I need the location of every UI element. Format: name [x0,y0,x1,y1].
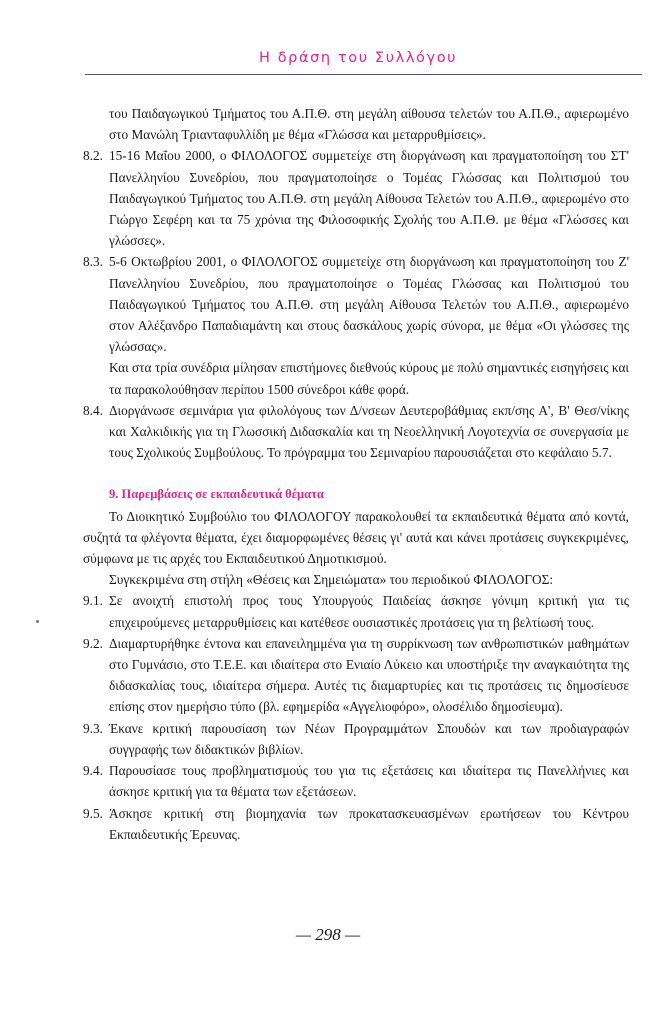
item-text: Διοργάνωσε σεμινάρια για φιλολόγους των Δ/νσεων Δευτεροβάθμιας εκπ/σης Α', Β' Θεσ/νίκης και Χαλκιδικής για τη Γλωσσική Διδασκαλία και τη Νεοελληνική Λογοτεχνία σε συνεργασία με τους Σχολικούς Συμβούλους. Το πρόγραμμα του Σεμιναρίου παρουσιάζεται στο κεφάλαιο 5.7. [109,402,629,461]
header-rule [85,74,642,75]
intro-continuation: του Παιδαγωγικού Τμήματος του Α.Π.Θ. στη μεγάλη αίθουσα τελετών του Α.Π.Θ., αφιερωμένο στο Μανώλη Τριανταφυλλίδη με θέμα «Γλώσσα και μεταρρυθμίσεις». [109,106,629,143]
item-number: 8.2. [83,148,103,164]
margin-dot [36,620,39,623]
page-body [83,103,629,845]
item-text: Έκανε κριτική παρουσίαση των Νέων Προγραμμάτων Σπουδών και των προδιαγραφών συγγραφής των διδακτικών βιβλίων. [109,720,629,757]
section-9-heading: 9. Παρεμβάσεις σε εκπαιδευτικά θέματα [109,487,324,502]
item-number: 9.4. [83,763,103,779]
list-item-9-3 [83,718,629,760]
item-number: 9.5. [83,805,103,821]
section-9-lead: Συγκεκριμένα στη στήλη «Θέσεις και Σημειώματα» του περιοδικού ΦΙΛΟΛΟΓΟΣ: [109,572,554,588]
list-item-8-4 [83,400,629,464]
list-item-9-2 [83,633,629,718]
section-gap [83,463,629,484]
item-text: Διαμαρτυρήθηκε έντονα και επανειλημμένα για τη συρρίκνωση των ανθρωπιστικών μαθημάτων στο Γυμνάσιο, στο Τ.Ε.Ε. και ιδιαίτερα στο Ενιαίο Λύκειο και υποστήριξε την αναγκαιότητα της διδασκαλίας τους, ιδιαίτερα σήμερα. Αυτές τις διαμαρτυρίες και τις προτάσεις τις δημοσίευσε επίσης στον ημερήσιο τύπο (βλ. εφημερίδα «Αγγελιοφόρο», ολοσέλιδο δημοσίευμα). [109,635,629,715]
item-number: 8.3. [83,254,103,270]
item-number: 9.3. [83,720,103,736]
item-text: Παρουσίασε τους προβληματισμούς του για τις εξετάσεις και ιδιαίτερα τις Πανελλήνιες και άσκησε κριτική για τα θέματα των εξετάσεων. [109,763,629,800]
page-number: — 298 — [295,925,361,944]
list-item-9-1 [83,590,629,632]
running-head-title: Η δράση του Συλλόγου [259,50,458,66]
item-text: Άσκησε κριτική στη βιομηχανία των προκατασκευασμένων ερωτήσεων του Κέντρου Εκπαιδευτικής Έρευνας. [109,805,629,842]
item-text: 15-16 Μαΐου 2000, ο ΦΙΛΟΛΟΓΟΣ συμμετείχε στη διοργάνωση και πραγματοποίηση του ΣΤ' Πανελληνίου Συνεδρίου, που πραγματοποίησε ο Τομέας Γλώσσας και Πολιτισμού του Παιδαγωγικού Τμήματος του Α.Π.Θ. στη μεγάλη Αίθουσα Τελετών του Α.Π.Θ., αφιερωμένο στο Γιώργο Σεφέρη και τα 75 χρόνια της Φιλοσοφικής Σχολής του Α.Π.Θ. με θέμα «Γλώσσες και γλώσσες». [109,148,629,249]
item-text: 5-6 Οκτωβρίου 2001, ο ΦΙΛΟΛΟΓΟΣ συμμετείχε στη διοργάνωση και πραγματοποίηση του Ζ' Πανελληνίου Συνεδρίου, που πραγματοποίησε ο Τομέας Γλώσσας και Πολιτισμού του Παιδαγωγικού Τμήματος του Α.Π.Θ. στη μεγάλη Αίθουσα Τελετών του Α.Π.Θ., αφιερωμένο στον Αλέξανδρο Παπαδιαμάντη και στους δασκάλους χωρίς σύνορα, με θέμα «Οι γλώσσες της γλώσσας». [109,254,629,355]
item-number: 8.4. [83,402,103,418]
list-item-8-2 [83,145,629,251]
item-number: 9.2. [83,635,103,651]
item-number: 9.1. [83,593,103,609]
list-item-9-5 [83,803,629,845]
list-item-9-4 [83,760,629,802]
item-text: Σε ανοιχτή επιστολή προς τους Υπουργούς Παιδείας άσκησε γόνιμη κριτική για τις επιχειρούμενες μεταρρυθμίσεις και κατέθεσε ουσιαστικές προτάσεις για τη βελτίωσή τους. [109,593,629,630]
list-item-8-3 [83,251,629,357]
item-8-3-continuation: Και στα τρία συνέδρια μίλησαν επιστήμονες διεθνούς κύρους με πολύ σημαντικές εισηγήσεις και τα παρακολούθησαν περίπου 1500 σύνεδροι κάθε φορά. [109,360,629,397]
section-9-intro: Το Διοικητικό Συμβούλιο του ΦΙΛΟΛΟΓΟΥ παρακολουθεί τα εκπαιδευτικά θέματα από κοντά, συζητά τα φλέγοντα θέματα, έχει διαμορφωμένες θέσεις γι' αυτά και κάνει προτάσεις συγκεκριμένες, σύμφωνα με τις αρχές του Εκπαιδευτικού Δημοτικισμού. [83,508,629,567]
